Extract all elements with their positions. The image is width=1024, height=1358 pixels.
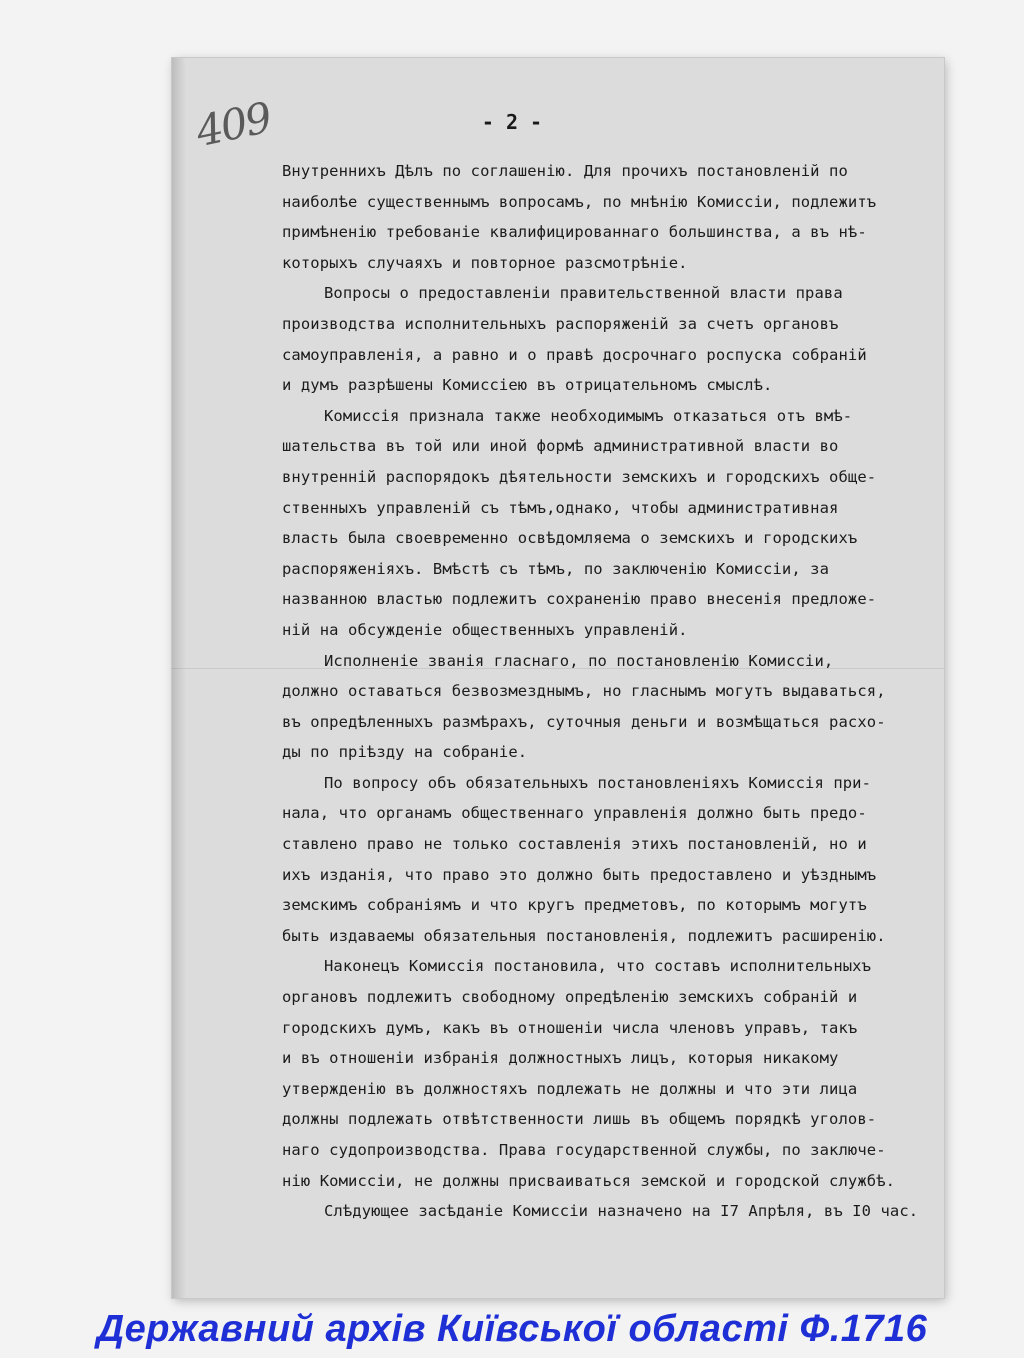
- archive-caption: Державний архів Київської області Ф.1716: [96, 1308, 928, 1350]
- document-body: [282, 156, 922, 1227]
- document-line: Наконецъ Комиссія постановила, что составъ исполнительныхъ: [324, 957, 872, 976]
- document-line: Внутреннихъ Дѣлъ по соглашенію. Для прочихъ постановленій по: [282, 162, 848, 180]
- document-line: производства исполнительныхъ распоряженій за счетъ органовъ: [282, 314, 839, 333]
- document-line: власть была своевременно освѣдомляема о земскихъ и городскихъ: [282, 529, 858, 548]
- document-line: примѣненію требованіе квалифицированнаго большинства, а въ нѣ-: [282, 223, 867, 242]
- document-line: наго судопроизводства. Права государственной службы, по заключе-: [282, 1141, 886, 1159]
- document-line: быть издаваемы обязательныя постановленія, подлежитъ расширенію.: [282, 926, 886, 945]
- document-line: наиболѣе существеннымъ вопросамъ, по мнѣнію Комиссіи, подлежитъ: [282, 192, 877, 211]
- document-line: органовъ подлежитъ свободному опредѣленію земскихъ собраній и: [282, 988, 858, 1007]
- document-line: и въ отношеніи избранія должностныхъ лицъ, которыя никакому: [282, 1049, 839, 1068]
- document-line: ставлено право не только составленія этихъ постановленій, но и: [282, 835, 867, 854]
- document-line: и думъ разрѣшены Комиссіею въ отрицательномъ смыслѣ.: [282, 376, 773, 395]
- document-line: ихъ изданія, что право это должно быть предоставлено и уѣзднымъ: [282, 865, 877, 884]
- document-line: нію Комиссіи, не должны присваиваться земской и городской службѣ.: [282, 1171, 896, 1190]
- sheet-edge-shadow: [172, 58, 186, 1298]
- document-line: внутренній распорядокъ дѣятельности земскихъ и городскихъ обще-: [282, 467, 877, 486]
- document-line: По вопросу объ обязательныхъ постановленіяхъ Комиссія при-: [324, 773, 872, 792]
- document-line: шательства въ той или иной формѣ административной власти во: [282, 437, 839, 456]
- document-line: названною властью подлежитъ сохраненію право внесенія предложе-: [282, 590, 877, 609]
- document-line: которыхъ случаяхъ и повторное разсмотрѣніе.: [282, 253, 688, 272]
- document-line: Слѣдующее засѣданіе Комиссіи назначено на I7 Апрѣля, въ I0 час.: [324, 1202, 919, 1221]
- handwritten-archive-number: 409: [191, 92, 275, 157]
- document-line: Вопросы о предоставленіи правительственной власти права: [324, 284, 843, 303]
- document-line: распоряженіяхъ. Вмѣстѣ съ тѣмъ, по заключенію Комиссіи, за: [282, 559, 830, 578]
- document-line: должны подлежать отвѣтственности лишь въ общемъ порядкѣ уголов-: [282, 1110, 877, 1129]
- document-line: земскимъ собраніямъ и что кругъ предметовъ, по которымъ могутъ: [282, 896, 867, 915]
- page-number: - 2 -: [481, 110, 543, 134]
- document-line: должно оставаться безвозмезднымъ, но гласнымъ могутъ выдаваться,: [282, 682, 886, 701]
- document-line: Исполненіе званія гласнаго, по постановленію Комиссіи,: [324, 651, 834, 670]
- document-line: въ опредѣленныхъ размѣрахъ, суточныя деньги и возмѣщаться расхо-: [282, 712, 886, 731]
- document-line: нала, что органамъ общественнаго управленія должно быть предо-: [282, 804, 867, 823]
- document-line: ственныхъ управленій съ тѣмъ,однако, чтобы административная: [282, 498, 839, 517]
- document-line: Комиссія признала также необходимымъ отказаться отъ вмѣ-: [324, 406, 853, 425]
- document-line: самоуправленія, а равно и о правѣ досрочнаго роспуска собраній: [282, 345, 867, 364]
- document-line: городскихъ думъ, какъ въ отношеніи числа членовъ управъ, такъ: [282, 1018, 858, 1037]
- document-line: утвержденію въ должностяхъ подлежать не должны и что эти лица: [282, 1079, 858, 1098]
- document-line: ній на обсужденіе общественныхъ управленій.: [282, 620, 688, 639]
- document-line: ды по пріѣзду на собраніе.: [282, 743, 528, 762]
